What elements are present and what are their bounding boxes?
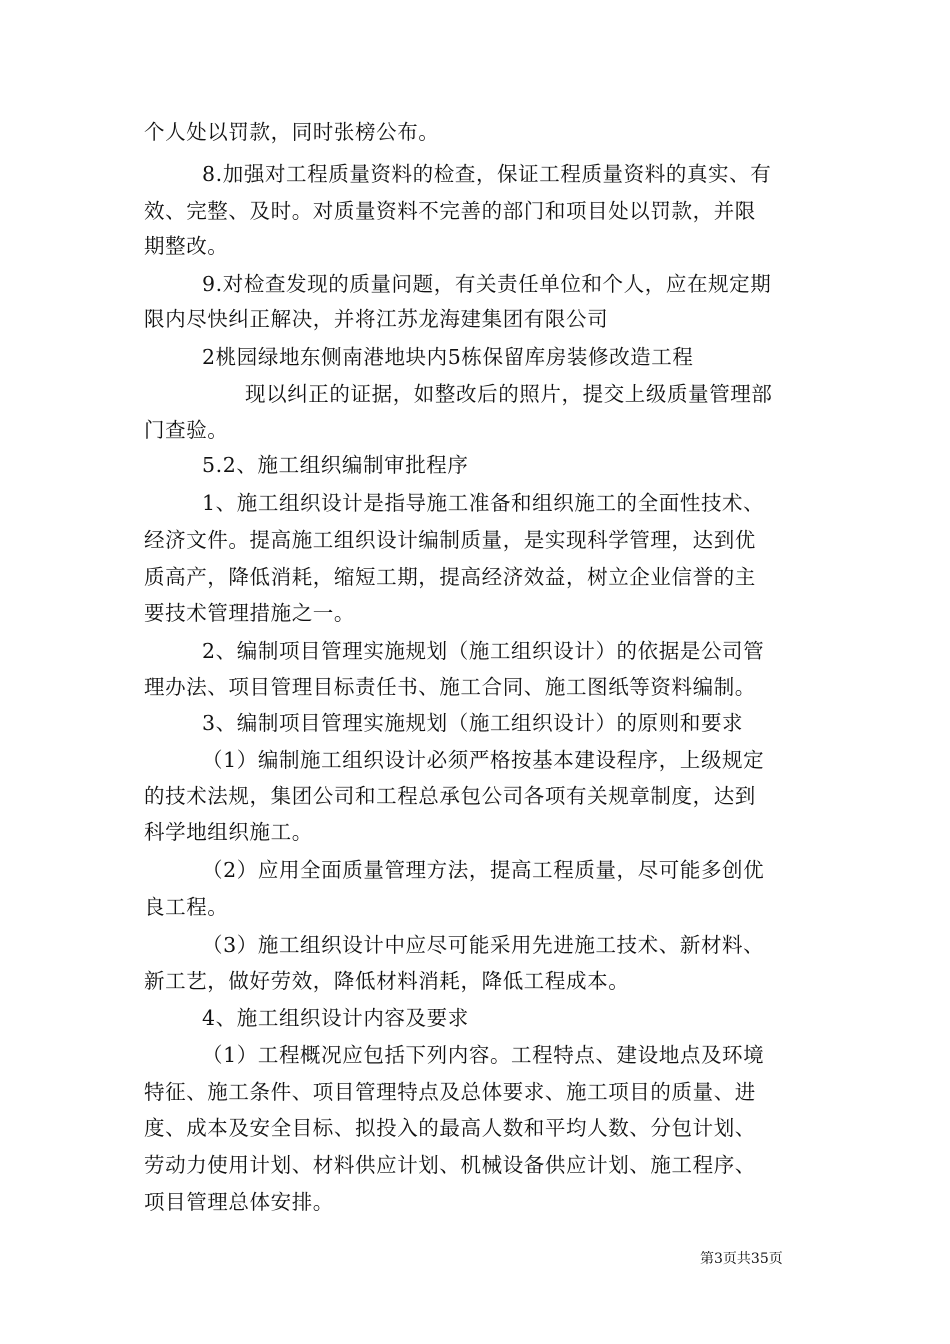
paragraph-line: 新工艺，做好劳效，降低材料消耗，降低工程成本。: [144, 969, 630, 993]
paragraph-line: 劳动力使用计划、材料供应计划、机械设备供应计划、施工程序、: [144, 1153, 756, 1177]
paragraph-line: 经济文件。提高施工组织设计编制质量，是实现科学管理，达到优: [144, 528, 756, 552]
paragraph-line: 2桃园绿地东侧南港地块内5栋保留库房装修改造工程: [202, 345, 694, 369]
paragraph-line: 效、完整、及时。对质量资料不完善的部门和项目处以罚款，并限: [144, 199, 756, 223]
paragraph-line: （1）编制施工组织设计必须严格按基本建设程序，上级规定: [202, 748, 765, 772]
paragraph-line: 科学地组织施工。: [144, 820, 313, 844]
paragraph-line: 2、编制项目管理实施规划（施工组织设计）的依据是公司管: [202, 639, 765, 663]
paragraph-line: 限内尽快纠正解决，并将江苏龙海建集团有限公司: [144, 307, 609, 331]
paragraph-line: 9.对检查发现的质量问题，有关责任单位和个人，应在规定期: [202, 272, 772, 296]
paragraph-line: 个人处以罚款，同时张榜公布。: [144, 120, 440, 144]
paragraph-line: （3）施工组织设计中应尽可能采用先进施工技术、新材料、: [202, 933, 765, 957]
section-heading: 4、施工组织设计内容及要求: [202, 1006, 469, 1030]
paragraph-line: 门查验。: [144, 418, 229, 442]
section-heading: 5.2、施工组织编制审批程序: [202, 453, 469, 477]
paragraph-line: 良工程。: [144, 895, 229, 919]
paragraph-line: 现以纠正的证据，如整改后的照片，提交上级质量管理部: [245, 382, 773, 406]
paragraph-line: （1）工程概况应包括下列内容。工程特点、建设地点及环境: [202, 1043, 765, 1067]
paragraph-line: （2）应用全面质量管理方法，提高工程质量，尽可能多创优: [202, 858, 765, 882]
paragraph-line: 特征、施工条件、项目管理特点及总体要求、施工项目的质量、进: [144, 1080, 756, 1104]
paragraph-line: 期整改。: [144, 234, 229, 258]
paragraph-line: 理办法、项目管理目标责任书、施工合同、施工图纸等资料编制。: [144, 675, 756, 699]
paragraph-line: 度、成本及安全目标、拟投入的最高人数和平均人数、分包计划、: [144, 1116, 756, 1140]
paragraph-line: 3、编制项目管理实施规划（施工组织设计）的原则和要求: [202, 711, 744, 735]
paragraph-line: 质高产，降低消耗，缩短工期，提高经济效益，树立企业信誉的主: [144, 565, 756, 589]
page-number: 第3页共35页: [700, 1251, 783, 1267]
paragraph-line: 项目管理总体安排。: [144, 1190, 334, 1214]
paragraph-line: 的技术法规，集团公司和工程总承包公司各项有关规章制度，达到: [144, 784, 756, 808]
paragraph-line: 1、施工组织设计是指导施工准备和组织施工的全面性技术、: [202, 491, 765, 515]
paragraph-line: 8.加强对工程质量资料的检查，保证工程质量资料的真实、有: [202, 162, 772, 186]
paragraph-line: 要技术管理措施之一。: [144, 601, 355, 625]
